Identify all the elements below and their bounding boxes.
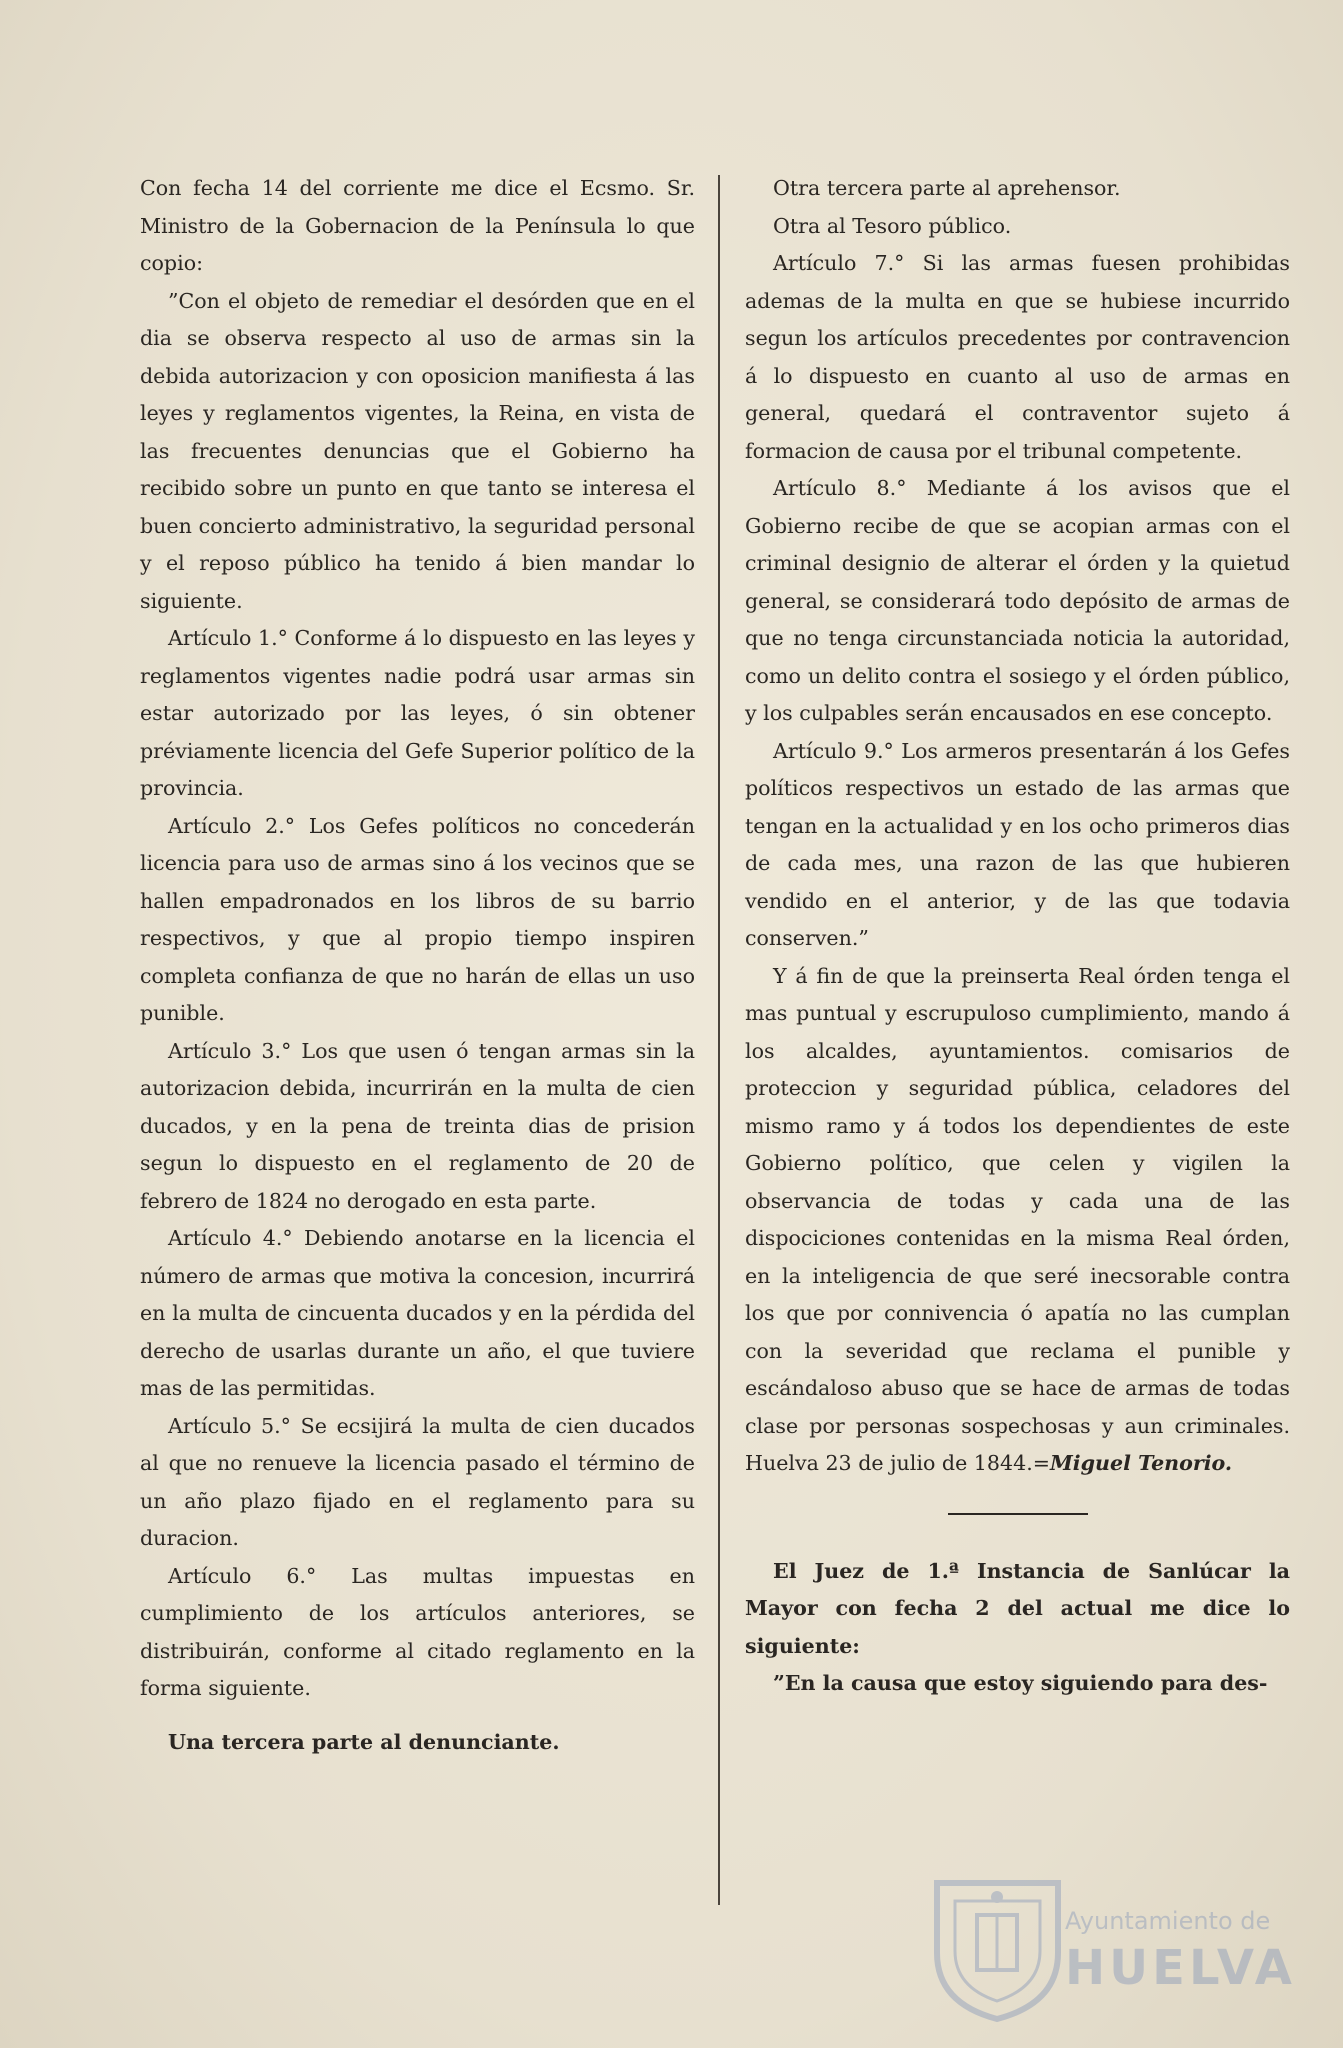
right-column (745, 170, 1290, 1703)
article-8: Artículo 8.° Mediante á los avisos que el Gobierno recibe de que se acopian armas con el criminal designio de alterar el órden y la quietud general, se considerará todo depósito de armas de que no tenga circunstanciada noticia la autoridad, como un delito contra el sosiego y el órden público, y los culpables serán encausados en ese concepto. (745, 476, 1290, 725)
aprehensor-share: Otra tercera parte al aprehensor. (773, 176, 1121, 200)
article-7: Artículo 7.° Si las armas fuesen prohibidas ademas de la multa en que se hubiese incurrido segun los artículos precedentes por contravencion á lo dispuesto en cuanto al uso de armas en general, quedará el contraventor sujeto á formacion de causa por el tribunal competente. (745, 251, 1290, 463)
article-2: Artículo 2.° Los Gefes políticos no concederán licencia para uso de armas sino á los vecinos que se hallen empadronados en los libros de su barrio respectivos, y que al propio tiempo inspiren completa confianza de que no harán de ellas un uso punible. (140, 813, 695, 1025)
left-column (140, 170, 695, 1761)
denunciante-share: Una tercera parte al denunciante. (168, 1729, 560, 1754)
article-5: Artículo 5.° Se ecsijirá la multa de cien ducados al que no renueve la licencia pasado el término de un año plazo fijado en el reglamento para su duracion. (140, 1413, 695, 1550)
article-3: Artículo 3.° Los que usen ó tengan armas sin la autorizacion debida, incurrirán en la multa de cien ducados, y en la pena de treinta dias de prision segun lo dispuesto en el reglamento de 20 de febrero de 1824 no derogado en esta parte. (140, 1038, 695, 1213)
closing-paragraph (745, 958, 1290, 1483)
tesoro-share: Otra al Tesoro público. (773, 213, 1012, 238)
watermark-line1: Ayuntamiento de (1065, 1907, 1271, 1935)
ayuntamiento-watermark (925, 1875, 1296, 2025)
intro-paragraph: Con fecha 14 del corriente me dice el Ecsmo. Sr. Ministro de la Gobernacion de la Península lo que copio: (140, 176, 695, 275)
section-rule (948, 1513, 1088, 1515)
watermark-line2: HUELVA (1065, 1940, 1296, 1996)
closing-text: Y á fin de que la preinserta Real órden tenga el mas puntual y escrupuloso cumplimiento, mando á los alcaldes, ayuntamientos. comisarios de proteccion y seguridad pública, celadores del mismo ramo y á todos los dependientes de este Gobierno político, que celen y vigilen la observancia de todas y cada una de las dispociciones contenidas en la misma Real órden, en la inteligencia de que seré inecsorable contra los que por connivencia ó apatía no las cumplan con la severidad que reclama el punible y escándaloso abuso que se hace de armas de todas clase por personas sospechosas y aun criminales. Huelva 23 de julio de 1844.= (745, 963, 1290, 1475)
signature: Miguel Tenorio. (1050, 1451, 1233, 1475)
article-1: Artículo 1.° Conforme á lo dispuesto en las leyes y reglamentos vigentes nadie podrá usar armas sin estar autorizado por las leyes, ó sin obtener préviamente licencia del Gefe Superior político de la provincia. (140, 626, 695, 800)
article-4: Artículo 4.° Debiendo anotarse en la licencia el número de armas que motiva la concesion, incurrirá en la multa de cincuenta ducados y en la pérdida del derecho de usarlas durante un año, el que tuviere mas de las permitidas. (140, 1226, 695, 1400)
causa-paragraph: ”En la causa que estoy siguiendo para des- (773, 1671, 1268, 1695)
article-9: Artículo 9.° Los armeros presentarán á los Gefes políticos respectivos un estado de las armas que tengan en la actualidad y en los ocho primeros dias de cada mes, una razon de las que hubieren vendido en el anterior, y de las que todavia conserven.” (745, 738, 1290, 950)
huelva-shield-icon (925, 1875, 1070, 2025)
article-6: Artículo 6.° Las multas impuestas en cumplimiento de los artículos anteriores, se distribuirán, conforme al citado reglamento en la forma siguiente. (140, 1563, 695, 1700)
juez-notice: El Juez de 1.ª Instancia de Sanlúcar la Mayor con fecha 2 del actual me dice lo siguiente: (745, 1558, 1290, 1658)
royal-order-preamble: ”Con el objeto de remediar el desórden que en el dia se observa respecto al uso de armas sin la debida autorizacion y con oposicion manifiesta á las leyes y reglamentos vigentes, la Reina, en vista de las frecuentes denuncias que el Gobierno ha recibido sobre un punto en que tanto se interesa el buen concierto administrativo, la seguridad personal y el reposo público ha tenido á bien mandar lo siguiente. (140, 288, 695, 613)
column-divider (718, 175, 720, 1905)
